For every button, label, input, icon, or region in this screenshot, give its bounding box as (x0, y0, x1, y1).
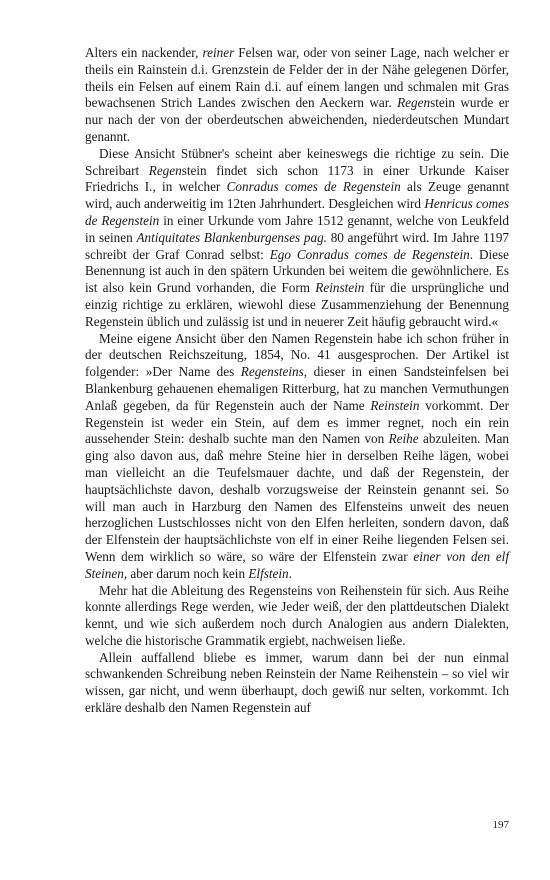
italic-text: Antiquitates Blankenburgenses pag. (136, 229, 327, 245)
italic-text: Regen (148, 162, 182, 178)
italic-text: Reinstein (370, 397, 420, 413)
text-run: für die ursprüngliche und einzig richtige zu erklären, wiewohl diese Zusammenziehung der Benennung Regenstein üblich und zulässig ist und in neuerer Zeit häufig gebraucht wird.« (85, 280, 510, 329)
text-run: dieser in einen Sandsteinfelsen bei Blankenburg gehauenen ehemaligen Ritterburg, hat zu manchen Vermuthungen Anlaß gegeben, da für Regenstein auch der Name (85, 364, 509, 413)
text-run: Allein auffallend bliebe es immer, warum dann bei der nun einmal schwankenden Schreibung neben Reinstein der Name Reihenstein – so viel wir wissen, gar nicht, und wenn überhaupt, doch gewiß nur selten, vorkommt. Ich erkläre deshalb den Namen Regenstein auf (85, 649, 509, 716)
text-run: in einer Urkunde vom Jahre 1512 genannt, welche von Leukfeld in seinen (85, 212, 509, 245)
text-run: Alters ein nackender, (85, 45, 203, 60)
text-run: aber darum noch kein (127, 565, 249, 581)
paragraph (85, 583, 509, 650)
text-run: stein findet sich schon 1173 in einer Urkunde Kaiser Friedrichs I., in welcher (85, 162, 509, 195)
paragraph (85, 45, 509, 146)
italic-text: Reinstein (315, 280, 365, 296)
paragraph (85, 331, 509, 583)
text-run: . (288, 565, 292, 581)
italic-text: reiner (202, 45, 235, 60)
italic-text: Ego Conradus comes de Regenstein (269, 246, 470, 262)
text-run: vorkommt. Der Regenstein ist weder ein Stein, auf dem es immer regnet, noch ein rein aussehender Stein: deshalb suchte man den Namen von (85, 397, 509, 447)
italic-text: Henricus comes de Regenstein (85, 196, 509, 228)
text-run: abzuleiten. Man ging also davon aus, daß mehre Steine hier in derselben Reihe lägen, wobei man vielleicht an die Teufelsmauer dachte, und daß der Regenstein, der hauptsächlichste davon, deshalb vorzugsweise der Reinstein genannt sei. So will man auch in Harzburg den Namen des Elfensteins unweit des neuen herzoglichen Lustschlosses nicht von den Elfen herleiten, sondern davon, daß der Elfenstein der hauptsächlichste von elf in einer Reihe liegenden Felsen sei. Wenn dem wirklich so wäre, so wäre der Elfenstein zwar (85, 431, 509, 564)
text-run: . Diese Benennung ist auch in den spätern Urkunden bei weitem die gewöhnlichere. Es ist also kein Grund vorhanden, die Form (85, 246, 509, 296)
text-run: als Zeuge genannt wird, auch anderweitig im 12ten Jahrhundert. Desgleichen wird (85, 179, 509, 212)
text-run: 80 angeführt wird. Im Jahre 1197 schreibt der Graf Conrad selbst: (85, 229, 510, 262)
text-run: Mehr hat die Ableitung des Regensteins von Reihenstein für sich. Aus Reihe konnte allerdings Rege werden, wie Jeder weiß, der den plattdeutschen Dialekt kennt, und wie sich außerdem noch durch Analogien aus andern Dialekten, welche die historische Grammatik ergiebt, nachweisen ließe. (85, 582, 509, 648)
italic-text: Regensteins, (240, 364, 308, 380)
italic-text: Conradus comes de Regenstein (226, 179, 401, 195)
text-run: stein wurde er nur nach der von der oberdeutschen abweichenden, niederdeutschen Mundart genannt. (85, 95, 510, 144)
italic-text: Elfstein (248, 565, 289, 581)
page-number: 197 (492, 819, 509, 831)
paragraph (85, 146, 509, 331)
text-run: Meine eigene Ansicht über den Namen Regenstein habe ich schon früher in der deutschen Reichszeitung, 1854, No. 41 ausgesprochen. Der Artikel ist folgender: »Der Name des (85, 330, 509, 380)
italic-text: Reihe (388, 431, 419, 447)
body-text (85, 45, 509, 717)
text-run: Felsen war, oder von seiner Lage, nach welcher er theils ein Rainstein d.i. Grenzstein de Felder der in der Nähe gelegenen Dörfer, theils ein Felsen auf einem Rain d.i. auf einem langen und schmalen mit Gras bewachsenen Strich Landes zwischen den Aeckern war. (85, 45, 509, 111)
italic-text: Regen (397, 95, 431, 111)
paragraph (85, 650, 509, 717)
text-run: Diese Ansicht Stübner's scheint aber keineswegs die richtige zu sein. Die Schreibart (85, 145, 509, 178)
italic-text: einer von den elf Steinen, (85, 548, 510, 581)
